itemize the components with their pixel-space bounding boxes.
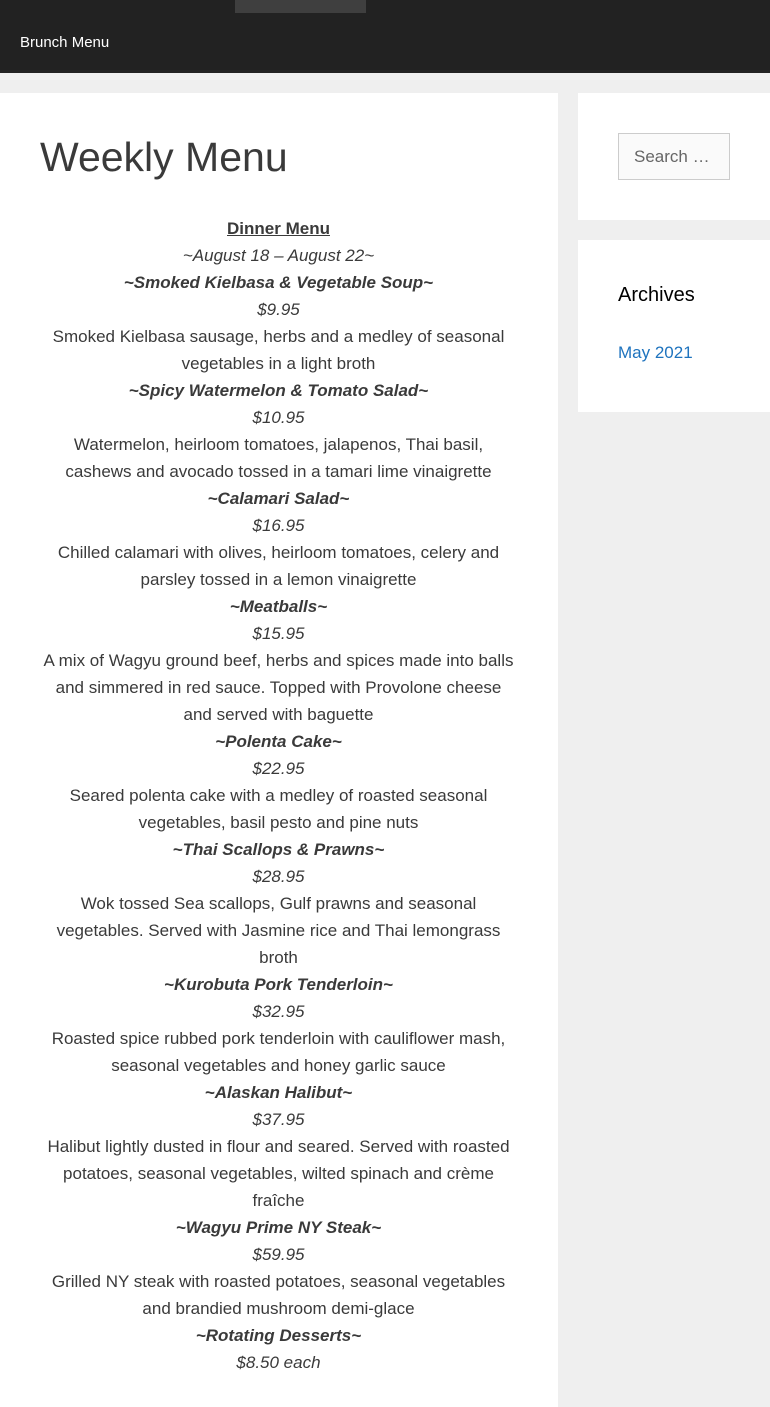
menu-item-price: $10.95 [252, 408, 305, 427]
menu-item-price: $8.50 each [236, 1353, 321, 1372]
menu-body [40, 215, 517, 1376]
menu-item-price: $16.95 [252, 516, 305, 535]
menu-item-price: $15.95 [252, 624, 305, 643]
page-title: Weekly Menu [40, 134, 288, 180]
menu-item-description: Grilled NY steak with roasted potatoes, seasonal vegetables and brandied mushroom demi-glace [51, 1272, 506, 1318]
menu-item-description: Seared polenta cake with a medley of roasted seasonal vegetables, basil pesto and pine nuts [69, 786, 488, 832]
menu-item-price: $22.95 [252, 759, 305, 778]
search-input[interactable]: Search … [618, 133, 730, 180]
menu-item-description: Wok tossed Sea scallops, Gulf prawns and seasonal vegetables. Served with Jasmine rice and Thai lemongrass broth [56, 894, 501, 967]
menu-item-name: ~Polenta Cake~ [215, 732, 342, 751]
menu-item-name: ~Wagyu Prime NY Steak~ [175, 1218, 382, 1237]
archives-title: Archives [618, 284, 695, 306]
menu-item-name: ~Meatballs~ [229, 597, 328, 616]
menu-item-description: A mix of Wagyu ground beef, herbs and spices made into balls and simmered in red sauce. Topped with Provolone cheese and served with baguette [43, 651, 514, 724]
menu-item-description: Chilled calamari with olives, heirloom tomatoes, celery and parsley tossed in a lemon vinaigrette [57, 543, 500, 589]
menu-item-name: ~Kurobuta Pork Tenderloin~ [164, 975, 393, 994]
menu-item-name: ~Spicy Watermelon & Tomato Salad~ [128, 381, 429, 400]
menu-item-name: ~Calamari Salad~ [207, 489, 350, 508]
menu-item-name: ~Rotating Desserts~ [195, 1326, 362, 1345]
menu-item-name: ~Smoked Kielbasa & Vegetable Soup~ [123, 273, 434, 292]
nav-link-brunch-menu[interactable]: Brunch Menu [20, 34, 110, 51]
menu-item-price: $9.95 [257, 300, 300, 319]
nav-active-item[interactable] [235, 0, 366, 13]
archives-widget [578, 240, 770, 412]
menu-item-description: Watermelon, heirloom tomatoes, jalapenos, Thai basil, cashews and avocado tossed in a tamari lime vinaigrette [65, 435, 492, 481]
menu-item-price: $32.95 [252, 1002, 305, 1021]
menu-heading: Dinner Menu [227, 219, 330, 238]
menu-item-description: Halibut lightly dusted in flour and seared. Served with roasted potatoes, seasonal vegetables, wilted spinach and crème fraîche [47, 1137, 510, 1210]
menu-item-price: $37.95 [252, 1110, 305, 1129]
archive-link-may-2021[interactable]: May 2021 [618, 343, 693, 362]
menu-item-price: $28.95 [252, 867, 305, 886]
top-navigation-bar [0, 0, 770, 73]
menu-item-name: ~Alaskan Halibut~ [204, 1083, 353, 1102]
menu-item-price: $59.95 [252, 1245, 305, 1264]
menu-item-description: Smoked Kielbasa sausage, herbs and a medley of seasonal vegetables in a light broth [52, 327, 505, 373]
menu-item-description: Roasted spice rubbed pork tenderloin with cauliflower mash, seasonal vegetables and honey garlic sauce [51, 1029, 506, 1075]
menu-item-name: ~Thai Scallops & Prawns~ [172, 840, 385, 859]
menu-dates: ~August 18 – August 22~ [182, 246, 375, 265]
